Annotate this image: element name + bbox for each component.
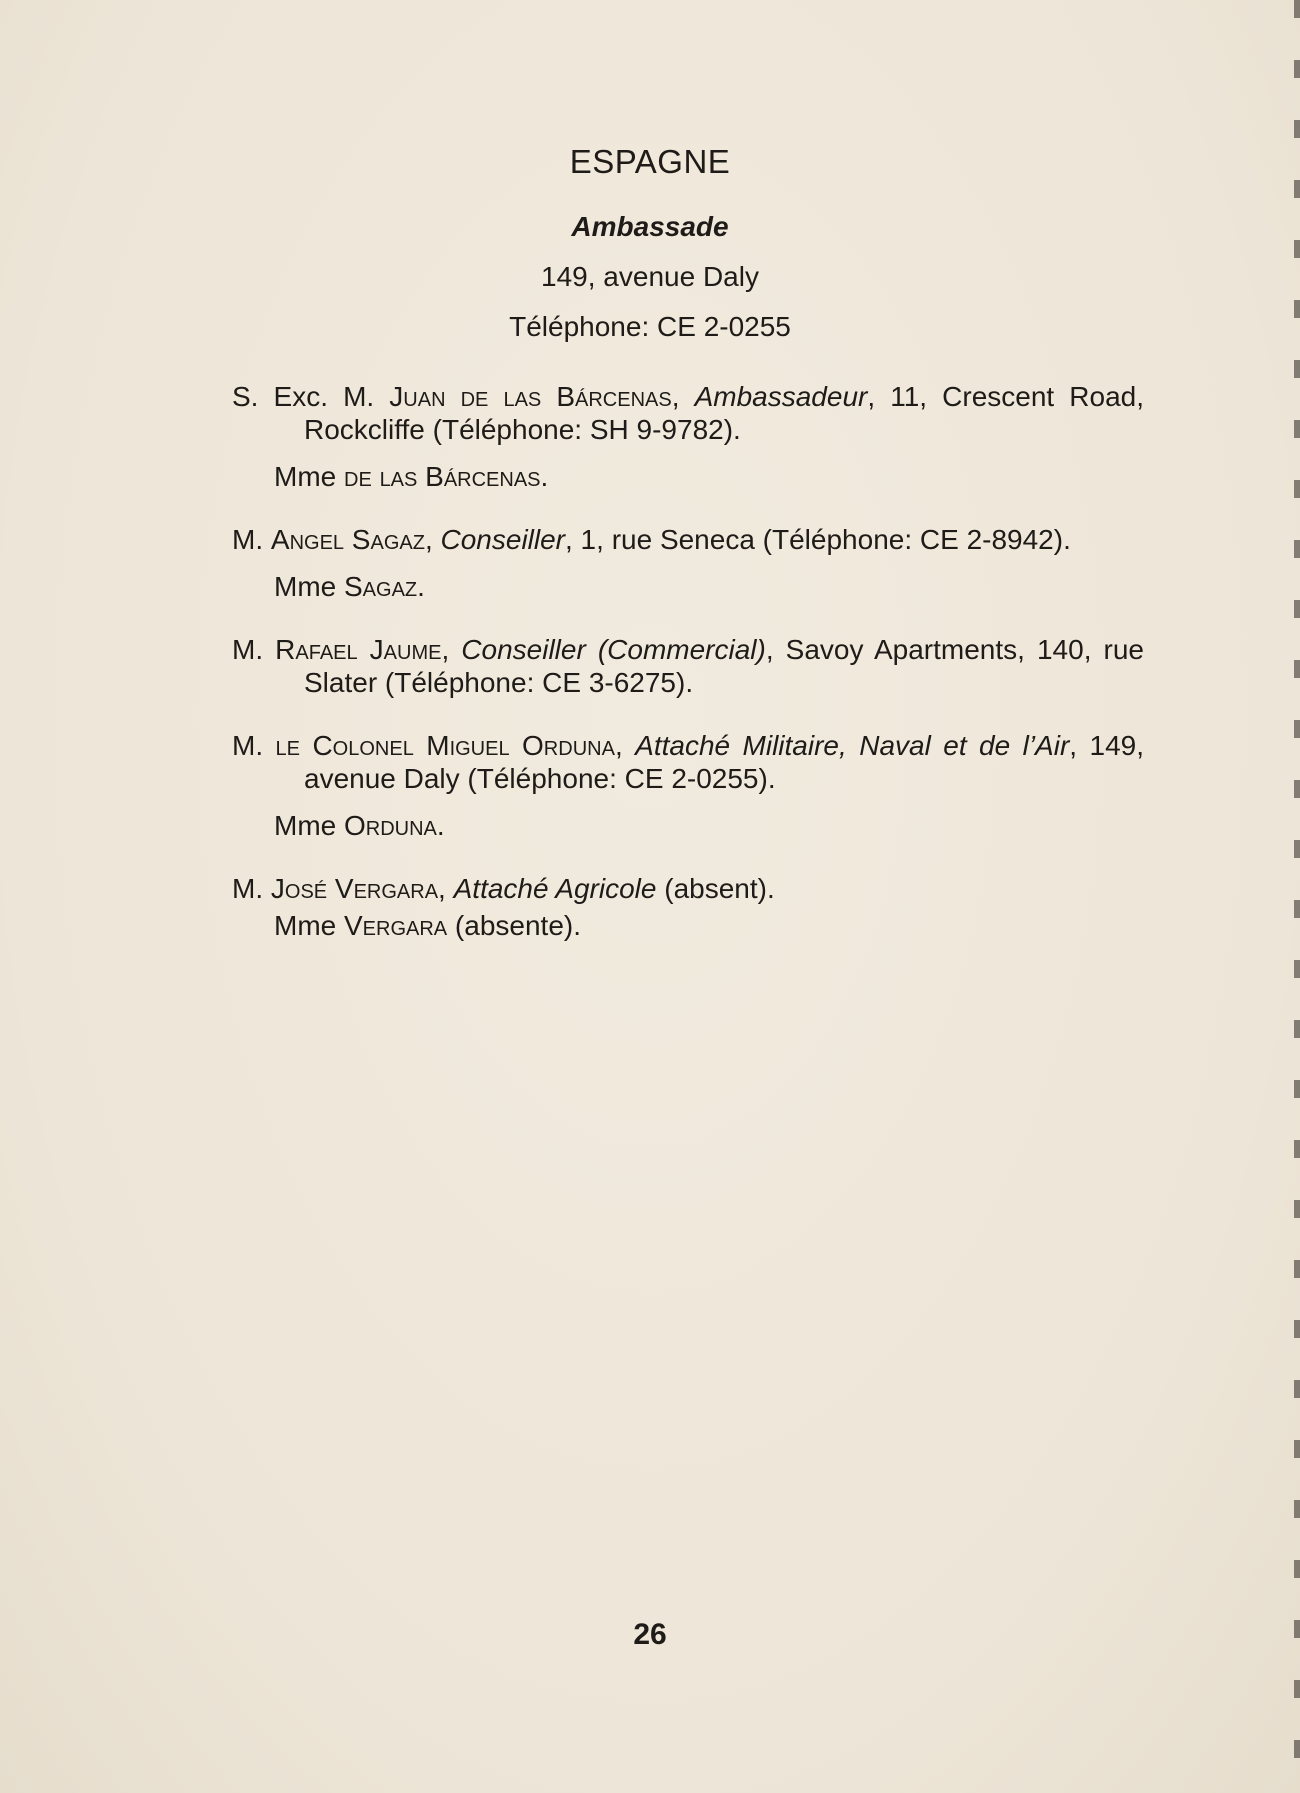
spouse-prefix: Mme xyxy=(274,910,344,941)
staff-details: , 149, avenue Daly (Téléphone: CE 2-0255). xyxy=(304,730,1144,794)
embassy-phone: Téléphone: CE 2-0255 xyxy=(509,311,791,342)
entry-separator: , xyxy=(438,873,454,904)
spouse-line xyxy=(232,570,1144,603)
staff-role: Ambassadeur xyxy=(694,381,868,412)
spouse-name: Vergara xyxy=(344,910,448,941)
spouse-line xyxy=(232,460,1144,493)
entry-prefix: M. xyxy=(232,634,276,665)
embassy-address: 149, avenue Daly xyxy=(541,261,759,292)
staff-line xyxy=(232,729,1144,795)
spouse-name: Sagaz. xyxy=(344,571,425,602)
staff-line xyxy=(232,633,1144,699)
country-title: ESPAGNE xyxy=(569,143,731,180)
spouse-line xyxy=(232,809,1144,842)
staff-list xyxy=(232,380,1144,972)
entry-prefix: M. xyxy=(232,524,271,555)
staff-name: le Colonel Miguel Orduna xyxy=(275,730,615,761)
entry-prefix: M. xyxy=(232,730,276,761)
entry-separator: , xyxy=(614,730,636,761)
spouse-prefix: Mme xyxy=(274,571,344,602)
spouse-prefix: Mme xyxy=(274,461,344,492)
staff-entry xyxy=(232,380,1144,493)
staff-details: (absent). xyxy=(656,873,775,904)
staff-entry xyxy=(232,523,1144,603)
entry-prefix: S. Exc. M. xyxy=(232,381,390,412)
staff-entry xyxy=(232,872,1144,942)
section-subtitle: Ambassade xyxy=(571,211,729,242)
entry-separator: , xyxy=(671,381,695,412)
entry-separator: , xyxy=(424,524,441,555)
spouse-line xyxy=(232,909,1144,942)
spouse-prefix: Mme xyxy=(274,810,344,841)
staff-entry xyxy=(232,729,1144,842)
spouse-name: Orduna. xyxy=(344,810,445,841)
staff-line xyxy=(232,380,1144,446)
staff-role: Conseiller xyxy=(440,524,565,555)
staff-line xyxy=(232,523,1144,556)
spouse-suffix: (absente). xyxy=(447,910,581,941)
entry-separator: , xyxy=(441,634,462,665)
staff-entry xyxy=(232,633,1144,699)
page-number: 26 xyxy=(633,1618,667,1651)
staff-details: , 11, Crescent Road, Rockcliffe (Téléphone: SH 9-9782). xyxy=(304,381,1144,445)
staff-role: Conseiller (Commercial) xyxy=(461,634,766,665)
staff-details: , Savoy Apartments, 140, rue Slater (Téléphone: CE 3-6275). xyxy=(304,634,1144,698)
staff-name: Juan de las Bárcenas xyxy=(389,381,672,412)
entry-prefix: M. xyxy=(232,873,271,904)
staff-line xyxy=(232,872,1144,905)
spouse-name: de las Bárcenas. xyxy=(344,461,549,492)
staff-name: Angel Sagaz xyxy=(270,524,425,555)
staff-name: Rafael Jaume xyxy=(275,634,442,665)
staff-role: Attaché Agricole xyxy=(453,873,657,904)
staff-details: , 1, rue Seneca (Téléphone: CE 2-8942). xyxy=(565,524,1071,555)
staff-role: Attaché Militaire, Naval et de l’Air xyxy=(635,730,1070,761)
staff-name: José Vergara xyxy=(270,873,439,904)
